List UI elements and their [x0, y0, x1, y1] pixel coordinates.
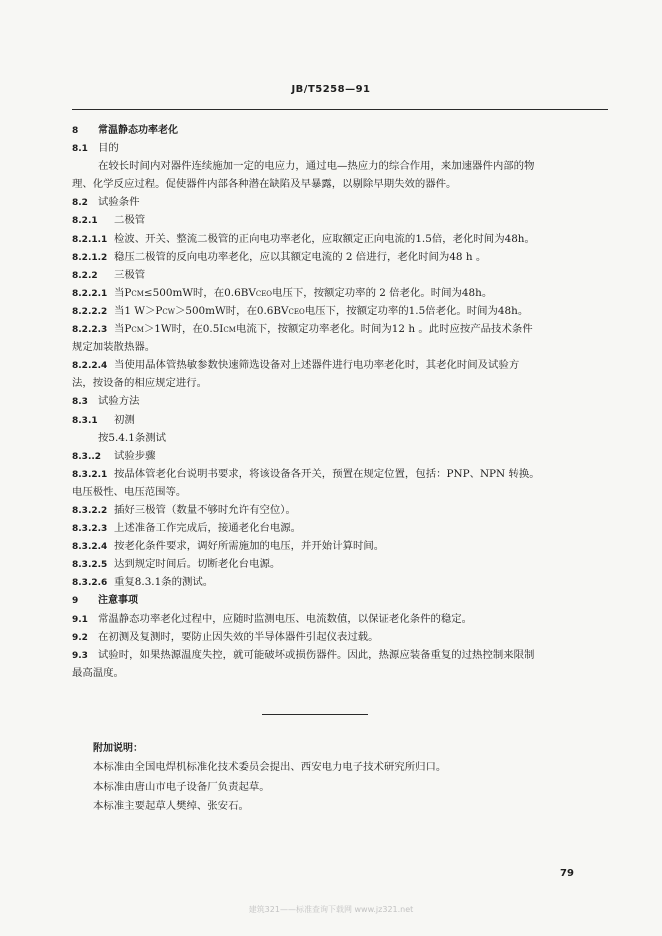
clause-9-1 — [72, 610, 610, 628]
subscript: CW — [162, 307, 175, 316]
clause-text: 当使用晶体管热敏参数快速筛选设备对上述器件进行电功率老化时，其老化时间及试验方 — [114, 359, 520, 372]
clause-text: ≤500mW时，在0.6BV — [143, 286, 256, 299]
clause-8-2-1-2 — [72, 248, 610, 266]
clause-text: 上述准备工作完成后，接通老化台电源。 — [114, 522, 302, 535]
section-number: 8.3..2 — [72, 451, 102, 462]
notes-line: 本标准由全国电焊机标准化技术委员会提出、西安电力电子技术研究所归口。 — [93, 761, 447, 774]
clause-text: ＞500mW时，在0.6BV — [174, 304, 289, 317]
subscript: CEO — [255, 289, 273, 298]
paragraph-line: 规定加装散热器。 — [72, 341, 156, 354]
end-rule — [262, 714, 368, 715]
paragraph-line: 在较长时间内对器件连续施加一定的电应力，通过电—热应力的综合作用，来加速器件内部的物 — [98, 160, 535, 173]
section-number: 8 — [72, 126, 79, 136]
notes-title: 附加说明： — [93, 743, 143, 754]
clause-number: 9.3 — [72, 650, 88, 661]
clause-number: 8.3.2.6 — [72, 578, 108, 589]
clause-8-3-2-3 — [72, 519, 610, 537]
section-title: 初测 — [114, 413, 135, 426]
section-title: 常温静态功率老化 — [98, 125, 178, 136]
clause-text: 电压下，按额定功率的1.5倍老化。时间为48h。 — [304, 304, 529, 317]
paragraph-line: 按5.4.1条测试 — [98, 431, 167, 444]
clause-number: 8.3.2.5 — [72, 560, 108, 571]
clause-text: 当P — [114, 323, 132, 336]
section-number: 8.2.2 — [72, 270, 98, 281]
clause-number: 8.3.2.1 — [72, 469, 108, 480]
clause-text: 重复8.3.1条的测试。 — [114, 576, 214, 589]
clause-text: 插好三极管（数量不够时允许有空位）。 — [114, 503, 296, 516]
section-number: 8.3 — [72, 397, 88, 408]
clause-8-2-2-3 — [72, 320, 610, 338]
clause-8-2-2-2 — [72, 302, 610, 320]
clause-text: 检波、开关、整流二极管的正向电功率老化，应取额定正向电流的1.5倍，老化时间为48h。 — [114, 232, 535, 245]
paragraph-line: 电压极性、电压范围等。 — [72, 485, 187, 498]
clause-8-3-2-4 — [72, 537, 610, 555]
section-number: 9 — [72, 596, 79, 607]
clause-number: 9.1 — [72, 614, 88, 625]
section-number: 8.3.1 — [72, 415, 98, 426]
clause-text: 试验时，如果热源温度失控，就可能破坏或损伤器件。因此，热源应装备重复的过热控制来限制 — [98, 648, 535, 661]
section-title: 试验条件 — [98, 196, 140, 209]
clause-number: 8.3.2.4 — [72, 542, 108, 553]
document-body — [72, 121, 610, 682]
subscript: CEO — [288, 307, 305, 316]
section-number: 8.1 — [72, 144, 88, 155]
clause-number: 8.2.2.3 — [72, 325, 108, 336]
clause-number: 8.3.2.2 — [72, 505, 108, 516]
watermark: 建筑321——标准查询下载网 www.jz321.net — [248, 905, 414, 914]
section-8-3-heading — [72, 392, 610, 410]
clause-number: 9.2 — [72, 632, 88, 643]
clause-8-2-2-4 — [72, 356, 610, 374]
section-8-2-heading — [72, 193, 610, 211]
clause-text: 电流下，按额定功率老化。时间为12 h 。此时应按产品技术条件 — [235, 323, 533, 336]
notes-line: 本标准由唐山市电子设备厂负责起草。 — [93, 780, 270, 793]
clause-number: 8.2.2.2 — [72, 306, 108, 317]
clause-8-2-2-1 — [72, 284, 610, 302]
clause-text: 当P — [114, 286, 132, 299]
paragraph-line: 理、化学反应过程。促使器件内部各种潜在缺陷及早暴露，以剔除早期失效的器件。 — [72, 178, 457, 191]
clause-number: 8.3.2.3 — [72, 524, 108, 535]
clause-text: 电压下，按额定功率的 2 倍老化。时间为48h。 — [272, 286, 493, 299]
clause-8-3-2-5 — [72, 555, 610, 573]
section-title: 试验方法 — [98, 395, 140, 408]
clause-text: 稳压二极管的反向电功率老化，应以其额定电流的 2 倍进行，老化时间为48 h 。 — [114, 250, 487, 263]
paragraph-line: 最高温度。 — [72, 666, 124, 679]
paragraph-line: 法，按设备的相应规定进行。 — [72, 377, 208, 390]
notes-line: 本标准主要起草人樊绰、张安石。 — [93, 800, 249, 813]
section-8-2-1-heading — [72, 211, 610, 229]
clause-text: 按老化条件要求，调好所需施加的电压，并开始计算时间。 — [114, 540, 385, 553]
section-title: 目的 — [98, 142, 119, 155]
clause-8-3-2-1 — [72, 465, 610, 483]
header-rule — [72, 109, 608, 110]
clause-9-3 — [72, 646, 610, 664]
section-number: 8.2.1 — [72, 216, 98, 227]
clause-number: 8.2.1.1 — [72, 234, 108, 245]
clause-text: 按晶体管老化台说明书要求，将该设备各开关，预置在规定位置，包括：PNP、NPN 转换。 — [114, 467, 540, 480]
section-9-heading — [72, 591, 610, 609]
clause-text: 在初测及复测时，要防止因失效的半导体器件引起仪表过载。 — [98, 630, 379, 643]
clause-text: 常温静态功率老化过程中，应随时监测电压、电流数值，以保证老化条件的稳定。 — [98, 612, 473, 625]
page-number: 79 — [560, 868, 574, 879]
clause-9-2 — [72, 628, 610, 646]
clause-number: 8.2.1.2 — [72, 252, 108, 263]
section-8-2-2-heading — [72, 266, 610, 284]
section-8-3-1-heading — [72, 411, 610, 429]
section-title: 三极管 — [114, 268, 146, 281]
section-title: 二极管 — [114, 214, 146, 227]
clause-8-2-1-1 — [72, 230, 610, 248]
additional-notes — [93, 739, 603, 817]
subscript: CM — [223, 326, 236, 335]
section-number: 8.2 — [72, 198, 88, 209]
clause-text: ＞1W时，在0.5I — [143, 323, 224, 336]
section-8-3-2-heading — [72, 447, 610, 465]
section-title: 注意事项 — [98, 595, 138, 607]
clause-number: 8.2.2.1 — [72, 288, 108, 299]
standard-code: JB/T5258—91 — [291, 84, 371, 95]
section-8-heading — [72, 121, 610, 139]
clause-8-3-2-2 — [72, 501, 610, 519]
clause-text: 达到规定时间后。切断老化台电源。 — [114, 558, 281, 571]
subscript: CM — [131, 289, 144, 298]
section-8-1-heading — [72, 139, 610, 157]
clause-8-3-2-6 — [72, 573, 610, 591]
clause-number: 8.2.2.4 — [72, 361, 108, 372]
section-title: 试验步骤 — [114, 449, 156, 462]
subscript: CM — [131, 326, 144, 335]
clause-text: 当1 W＞P — [114, 304, 163, 317]
